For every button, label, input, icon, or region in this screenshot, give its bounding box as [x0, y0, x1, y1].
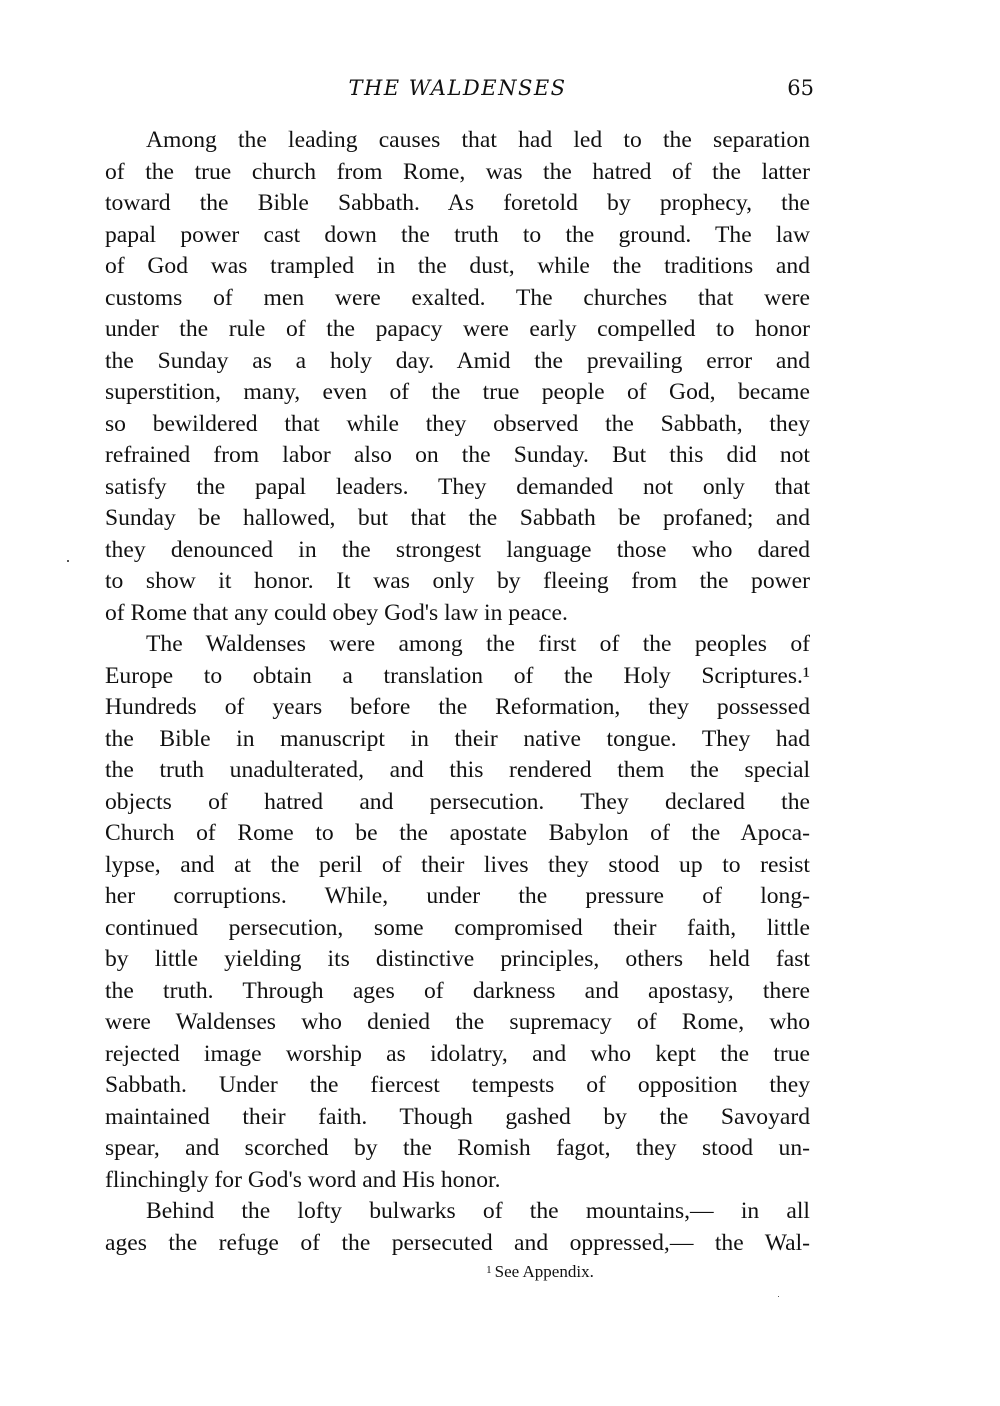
scan-speck — [67, 560, 69, 562]
text-line: Church of Rome to be the apostate Babylon of the Apoca- — [105, 820, 810, 846]
page-number: 65 — [787, 76, 814, 100]
paragraph-2 — [105, 629, 810, 1196]
text-line: of God was trampled in the dust, while the traditions and — [105, 253, 810, 279]
text-line: the Bible in manuscript in their native tongue. They had — [105, 725, 810, 752]
text-line: Behind the lofty bulwarks of the mountains,— in all — [146, 1198, 810, 1224]
text-line: refrained from labor also on the Sunday. But this did not — [105, 442, 810, 468]
text-line: by little yielding its distinctive principles, others held fast — [105, 946, 810, 972]
text-line: ages the refuge of the persecuted and oppressed,— the Wal- — [105, 1229, 810, 1256]
text-line: lypse, and at the peril of their lives they stood up to resist — [105, 851, 810, 878]
text-line: the Sunday as a holy day. Amid the prevailing error and — [105, 347, 810, 374]
text-line: of the true church from Rome, was the hatred of the latter — [105, 158, 810, 185]
text-line: continued persecution, some compromised their faith, little — [105, 914, 810, 941]
text-line: her corruptions. While, under the pressure of long- — [105, 883, 810, 909]
running-title: THE WALDENSES — [348, 76, 567, 100]
paragraph-3 — [105, 1196, 810, 1259]
text-line: papal power cast down the truth to the ground. The law — [105, 221, 810, 248]
body-text — [105, 125, 810, 1259]
text-line: Hundreds of years before the Reformation, they possessed — [105, 694, 810, 720]
text-line: Sunday be hallowed, but that the Sabbath be profaned; and — [105, 505, 810, 531]
text-line: Sabbath. Under the fiercest tempests of opposition they — [105, 1072, 810, 1098]
text-line: so bewildered that while they observed the Sabbath, they — [105, 410, 810, 437]
text-line: the truth. Through ages of darkness and apostasy, there — [105, 977, 810, 1004]
text-line: to show it honor. It was only by fleeing from the power — [105, 568, 810, 594]
scan-speck — [778, 1296, 779, 1297]
text-line: superstition, many, even of the true people of God, became — [105, 379, 810, 405]
text-line: were Waldenses who denied the supremacy of Rome, who — [105, 1009, 810, 1035]
running-header — [105, 76, 814, 106]
text-line: satisfy the papal leaders. They demanded not only that — [105, 473, 810, 500]
text-line: they denounced in the strongest language those who dared — [105, 536, 810, 563]
text-line: of Rome that any could obey God's law in peace. — [105, 599, 568, 626]
footnote-text: See Appendix. — [494, 1262, 594, 1281]
footnote-marker: 1 — [486, 1264, 492, 1276]
text-line: Among the leading causes that had led to the separation — [146, 127, 810, 153]
text-line: flinchingly for God's word and His honor. — [105, 1166, 501, 1193]
text-line: Europe to obtain a translation of the Holy Scriptures.¹ — [105, 662, 810, 689]
text-line: rejected image worship as idolatry, and who kept the true — [105, 1040, 810, 1067]
text-line: spear, and scorched by the Romish fagot, they stood un- — [105, 1135, 810, 1161]
text-line: toward the Bible Sabbath. As foretold by prophecy, the — [105, 190, 810, 216]
text-line: the truth unadulterated, and this rendered them the special — [105, 757, 810, 783]
text-line: maintained their faith. Though gashed by the Savoyard — [105, 1103, 810, 1130]
text-line: customs of men were exalted. The churches that were — [105, 284, 810, 311]
footnote — [0, 1262, 1000, 1282]
text-line: under the rule of the papacy were early compelled to honor — [105, 316, 810, 342]
text-line: The Waldenses were among the first of the peoples of — [146, 631, 810, 657]
text-line: objects of hatred and persecution. They declared the — [105, 788, 810, 815]
paragraph-1 — [105, 125, 810, 629]
